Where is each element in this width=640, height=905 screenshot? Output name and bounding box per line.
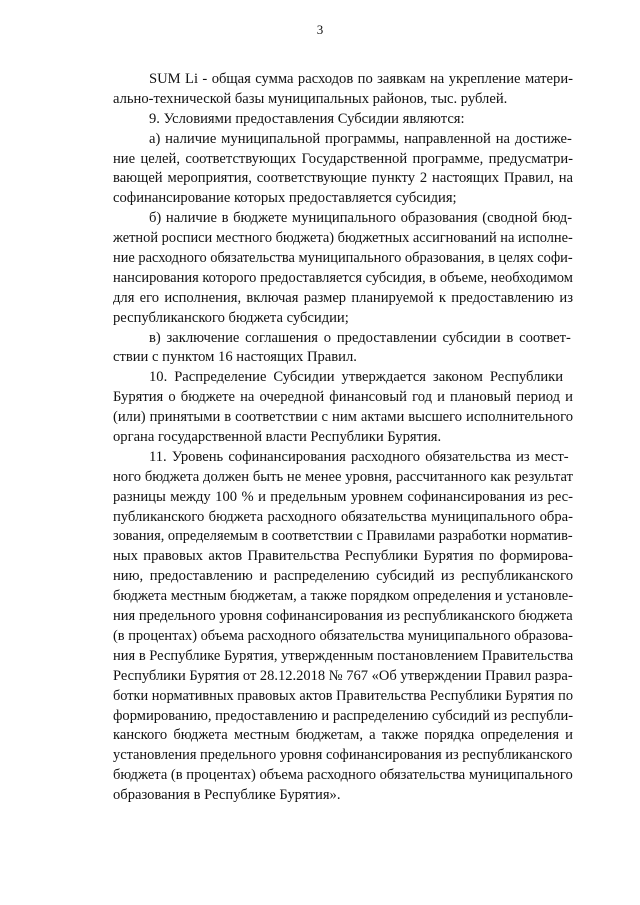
text-line: республиканского бюджета субсидии; <box>113 309 349 326</box>
document-body <box>113 70 573 806</box>
text-line: 10. Распределение Субсидии утверждается законом Республики <box>149 369 564 386</box>
text-line: 9. Условиями предоставления Субсидии являются: <box>149 110 465 127</box>
page-number: 3 <box>316 22 324 37</box>
text-line: (в процентах) объема расходного обязательства муниципального образова- <box>113 627 573 644</box>
text-line: ние расходного обязательства муниципального образования, в целях софи- <box>113 250 573 267</box>
text-line: ботки нормативных правовых актов Правительства Республики Бурятия по <box>113 687 574 704</box>
text-line: а) наличие муниципальной программы, направленной на достиже- <box>149 130 572 147</box>
text-line: SUM Li - общая сумма расходов по заявкам на укрепление матери- <box>149 71 573 87</box>
text-line: ния предельного уровня софинансирования из республиканского бюджета <box>113 608 573 625</box>
text-line: установления предельного уровня софинансирования из республиканского <box>113 747 573 764</box>
text-line: 11. Уровень софинансирования расходного обязательства из мест- <box>149 448 569 465</box>
text-line: органа государственной власти Республики Бурятия. <box>113 429 442 446</box>
text-line: ально-технической базы муниципальных районов, тыс. рублей. <box>113 90 508 107</box>
text-line: публиканского бюджета расходного обязательства муниципального обра- <box>113 508 573 525</box>
text-line: нию, предоставлению и распределению субсидий из республиканского <box>113 568 573 585</box>
text-line: зования, определяемым в соответствии с Правилами разработки норматив- <box>113 528 573 545</box>
text-line: ствии с пунктом 16 настоящих Правил. <box>113 349 357 366</box>
text-line: ния в Республике Бурятия, утвержденным постановлением Правительства <box>113 647 574 664</box>
text-line: образования в Республике Бурятия». <box>113 787 341 804</box>
text-line: жетной росписи местного бюджета) бюджетных ассигнований на исполне- <box>113 230 573 247</box>
text-line: формированию, предоставлению и распределению субсидий из республи- <box>113 707 574 724</box>
text-line: в) заключение соглашения о предоставлении субсидии в соответ- <box>149 329 571 346</box>
text-line: (или) принятыми в соответствии с ним актами высшего исполнительного <box>113 409 573 426</box>
text-line: Республики Бурятия от 28.12.2018 № 767 «Об утверждении Правил разра- <box>113 667 573 684</box>
text-line: ных правовых актов Правительства Республики Бурятия по формирова- <box>113 548 573 565</box>
text-line: разницы между 100 % и предельным уровнем софинансирования из рес- <box>113 488 573 505</box>
text-line: софинансирование которых предоставляется субсидия; <box>113 190 457 207</box>
text-line: ние целей, соответствующих Государственной программе, предусматри- <box>113 150 573 167</box>
text-line: для его исполнения, включая размер планируемой к предоставлению из <box>113 289 573 306</box>
text-line: ного бюджета должен быть не менее уровня, рассчитанного как результат <box>113 468 573 485</box>
text-line: вающей мероприятия, соответствующие пункту 2 настоящих Правил, на <box>113 170 573 187</box>
text-line: бюджета местным бюджетам, а также порядком определения и установле- <box>113 588 574 605</box>
text-line: бюджета (в процентах) объема расходного обязательства муниципального <box>113 767 573 784</box>
text-line: б) наличие в бюджете муниципального образования (сводной бюд- <box>149 210 573 227</box>
text-line: канского бюджета местным бюджетам, а также порядка определения и <box>113 727 573 744</box>
text-line: нансирования которого предоставляется субсидия, в объеме, необходимом <box>113 269 573 286</box>
text-line: Бурятия о бюджете на очередной финансовый год и плановый период и <box>113 389 573 406</box>
